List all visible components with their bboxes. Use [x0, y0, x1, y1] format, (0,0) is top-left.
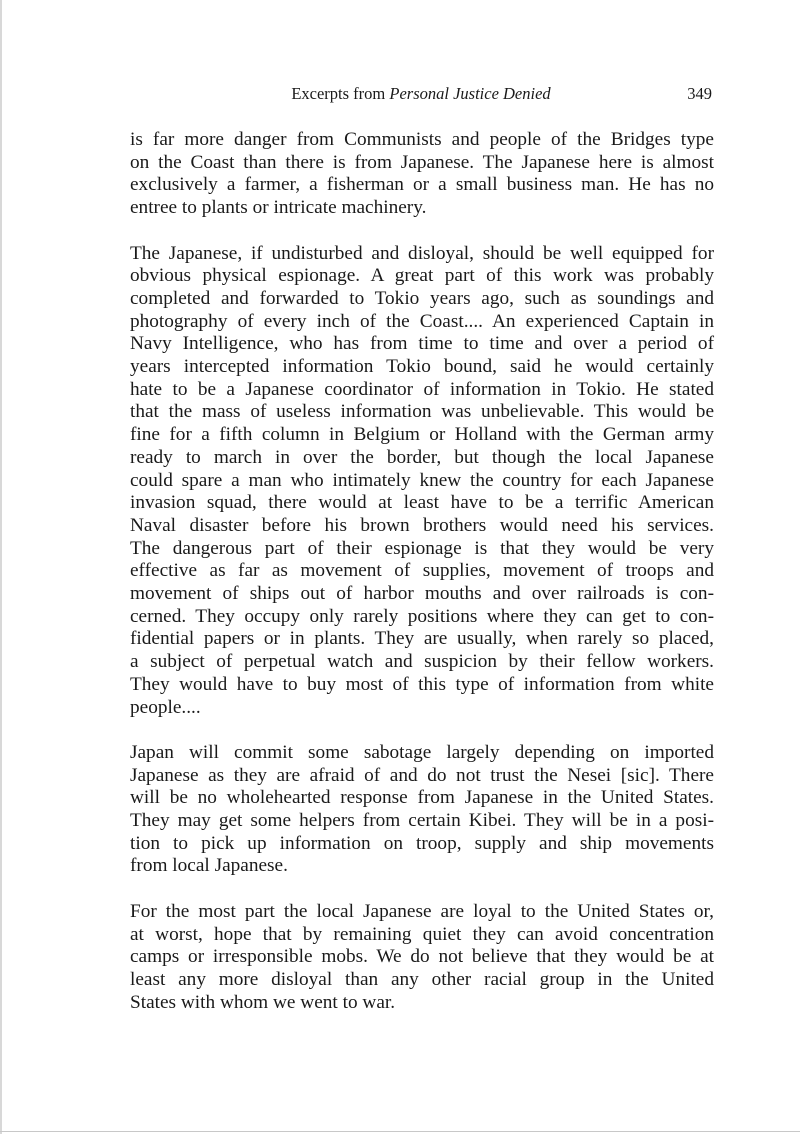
text-line: on the Coast than there is from Japanese. The Japanese here is almost [130, 151, 714, 173]
text-line: could spare a man who intimately knew the country for each Japanese [130, 469, 714, 491]
body-text [130, 129, 714, 1037]
text-line: For the most part the local Japanese are loyal to the United States or, [130, 900, 714, 922]
text-line: hate to be a Japanese coordinator of information in Tokio. He stated [130, 378, 714, 400]
text-line: ready to march in over the border, but though the local Japanese [130, 446, 714, 468]
text-line: least any more disloyal than any other racial group in the United [130, 968, 714, 990]
text-line: effective as far as movement of supplies, movement of troops and [130, 560, 714, 582]
body-paragraph [130, 901, 714, 1015]
page-left-edge [0, 0, 2, 1134]
text-line: a subject of perpetual watch and suspicion by their fellow workers. [130, 651, 714, 673]
body-paragraph [130, 742, 714, 878]
text-line: Naval disaster before his brown brothers would need his services. [130, 514, 714, 536]
page-number: 349 [687, 84, 712, 103]
text-line: tion to pick up information on troop, supply and ship movements [130, 832, 714, 854]
text-line: Navy Intelligence, who has from time to time and over a period of [130, 333, 714, 355]
text-line: movement of ships out of harbor mouths and over railroads is con- [130, 583, 714, 605]
text-line: will be no wholehearted response from Japanese in the United States. [130, 787, 714, 809]
text-line: invasion squad, there would at least have to be a terrific American [130, 492, 714, 514]
page-bottom-edge [0, 1131, 800, 1132]
running-head-title-italic: Personal Justice Denied [389, 84, 551, 103]
running-head [130, 84, 712, 106]
text-line: The Japanese, if undisturbed and disloyal, should be well equipped for [130, 242, 714, 264]
body-paragraph [130, 129, 714, 220]
text-line: The dangerous part of their espionage is that they would be very [130, 537, 714, 559]
text-line: fidential papers or in plants. They are usually, when rarely so placed, [130, 628, 714, 650]
text-line: completed and forwarded to Tokio years ago, such as soundings and [130, 287, 714, 309]
text-line: years intercepted information Tokio bound, said he would certainly [130, 356, 714, 378]
text-line: They would have to buy most of this type of information from white [130, 673, 714, 695]
text-line: obvious physical espionage. A great part of this work was probably [130, 265, 714, 287]
body-paragraph [130, 243, 714, 720]
text-line: is far more danger from Communists and people of the Bridges type [130, 129, 714, 150]
text-line: exclusively a farmer, a fisherman or a small business man. He has no [130, 174, 714, 196]
text-line: Japanese as they are afraid of and do not trust the Nesei [sic]. There [130, 764, 714, 786]
text-line: people.... [130, 696, 201, 718]
text-line: fine for a fifth column in Belgium or Holland with the German army [130, 424, 714, 446]
text-line: cerned. They occupy only rarely positions where they can get to con- [130, 605, 714, 627]
text-line: States with whom we went to war. [130, 991, 396, 1013]
text-line: They may get some helpers from certain Kibei. They will be in a posi- [130, 810, 714, 832]
text-line: camps or irresponsible mobs. We do not believe that they would be at [130, 946, 714, 968]
text-line: photography of every inch of the Coast.... An experienced Captain in [130, 310, 714, 332]
text-line: at worst, hope that by remaining quiet they can avoid concentration [130, 923, 714, 945]
text-line: Japan will commit some sabotage largely depending on imported [130, 741, 714, 763]
text-line: that the mass of useless information was unbelievable. This would be [130, 401, 714, 423]
running-head-title [130, 84, 712, 104]
text-line: from local Japanese. [130, 855, 288, 877]
running-head-title-prefix: Excerpts from [291, 84, 390, 103]
text-line: entree to plants or intricate machinery. [130, 197, 427, 219]
